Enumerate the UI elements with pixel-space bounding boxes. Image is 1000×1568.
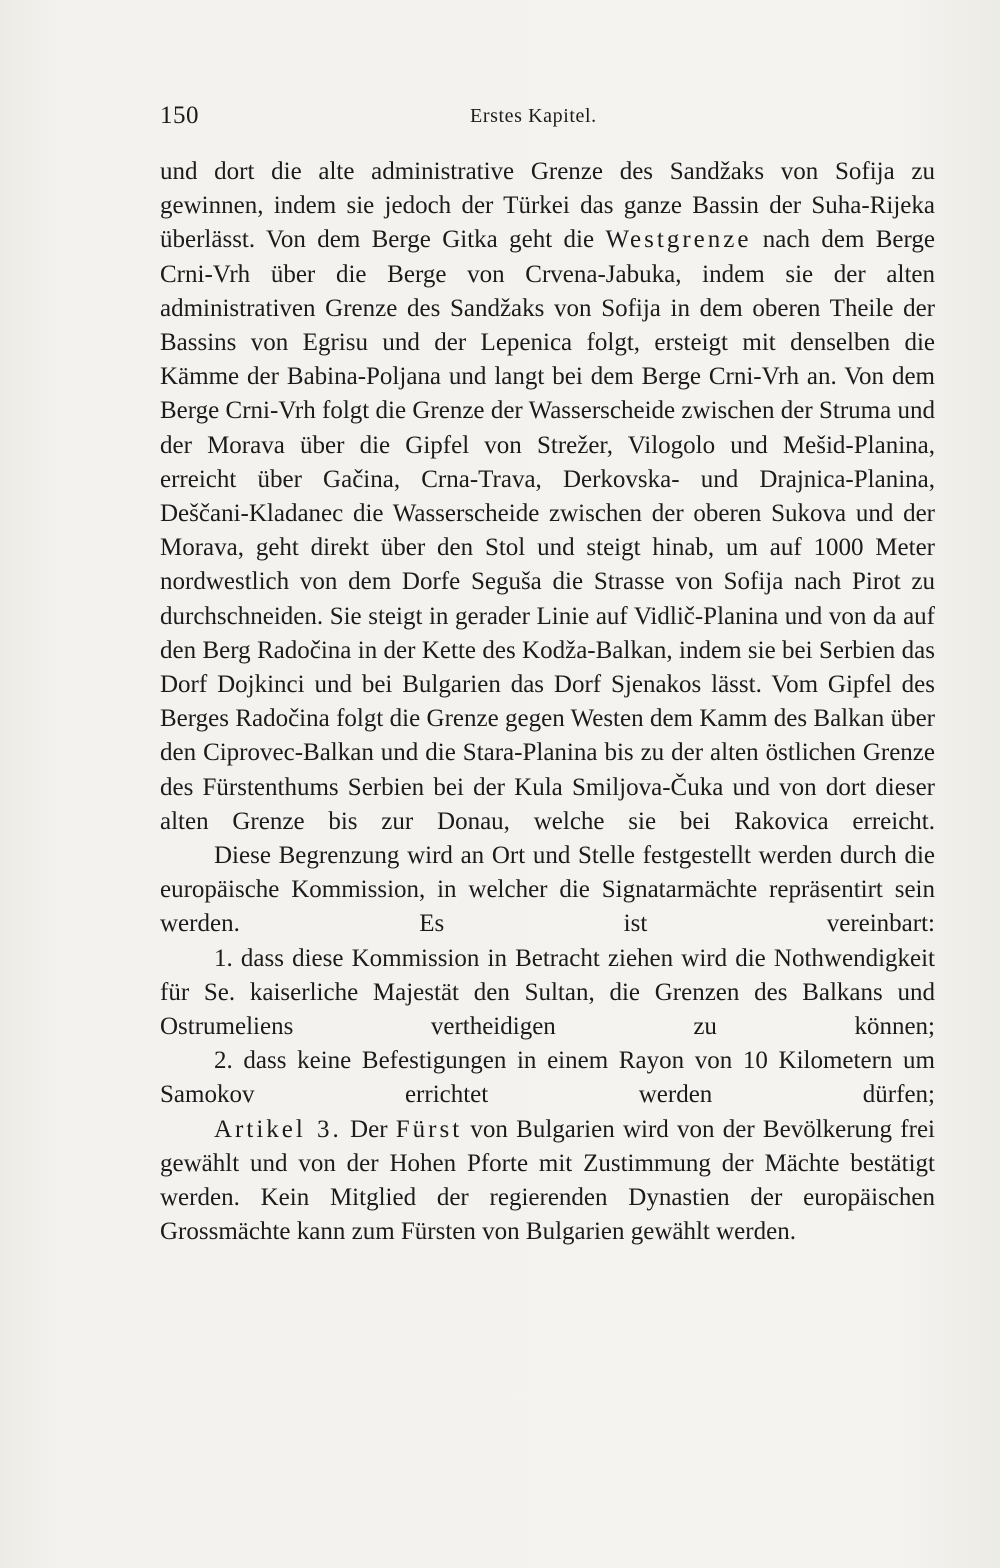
paragraph-item-2: 2. dass keine Befestigungen in einem Rayon von 10 Kilometern um Samokov errichtet werden dürfen;: [160, 1047, 935, 1109]
page-header: [160, 102, 935, 136]
text-segment: und dort die alte administrative Grenze des Sandžaks von Sofija zu gewinnen, indem sie jedoch der Türkei das ganze Bassin der Suha-Rijeka überlässt. Von dem Berge Gitka geht die: [160, 158, 935, 254]
text-segment: Der: [341, 1115, 396, 1143]
paragraph-boundary-description: [160, 155, 935, 839]
paragraph-article-3: [160, 1113, 935, 1250]
paragraph-commission: Diese Begrenzung wird an Ort und Stelle festgestellt werden durch die europäische Kommission, in welcher die Signatarmächte repräsentirt sein werden. Es ist vereinbart:: [160, 842, 935, 938]
running-title: Erstes Kapitel.: [470, 105, 597, 127]
paragraph-item-1: 1. dass diese Kommission in Betracht ziehen wird die Nothwendigkeit für Se. kaiserliche Majestät den Sultan, die Grenzen des Balkans und Ostrumeliens vertheidigen zu können;: [160, 944, 935, 1041]
emphasized-term: Westgrenze: [605, 226, 752, 254]
article-heading: Artikel 3.: [214, 1115, 342, 1143]
emphasized-term: Fürst: [395, 1115, 463, 1143]
text-segment: von Bulgarien wird von der Bevölkerung frei gewählt und von der Hohen Pforte mit Zustimmung der Mächte bestätigt werden. Kein Mitglied der regierenden Dynastien der europäischen Grossmächte kann zum Fürsten von Bulgarien gewählt werden.: [160, 1115, 935, 1246]
text-segment: nach dem Berge Crni-Vrh über die Berge von Crvena-Jabuka, indem sie der alten administrativen Grenze des Sandžaks von Sofija in dem oberen Theile der Bassins von Egrisu und der Lepenica folgt, ersteigt mit denselben die Kämme der Babina-Poljana und langt bei dem Berge Crni-Vrh an. Von dem Berge Crni-Vrh folgt die Grenze der Wasserscheide zwischen der Struma und der Morava über die Gipfel von Strežer, Vilogolo und Mešid-Planina, erreicht über Gačina, Crna-Trava, Derkovska- und Drajnica-Planina, Deščani-Kladanec die Wasserscheide zwischen der oberen Sukova und der Morava, geht direkt über den Stol und steigt hinab, um auf 1000 Meter nordwestlich von dem Dorfe Seguša die Strasse von Sofija nach Pirot zu durchschneiden. Sie steigt in gerader Linie auf Vidlič-Planina und von da auf den Berg Radočina in der Kette des Kodža-Balkan, indem sie bei Serbien das Dorf Dojkinci und bei Bulgarien das Dorf Sjenakos lässt. Vom Gipfel des Berges Radočina folgt die Grenze gegen Westen dem Kamm des Balkan über den Ciprovec-Balkan und die Stara-Planina bis zu der alten östlichen Grenze des Fürstenthums Serbien bei der Kula Smiljova-Čuka und von dort dieser alten Grenze bis zur Donau, welche sie bei Rakovica erreicht.: [160, 226, 936, 835]
body-text: [160, 155, 935, 1250]
page-number: 150: [160, 102, 199, 129]
